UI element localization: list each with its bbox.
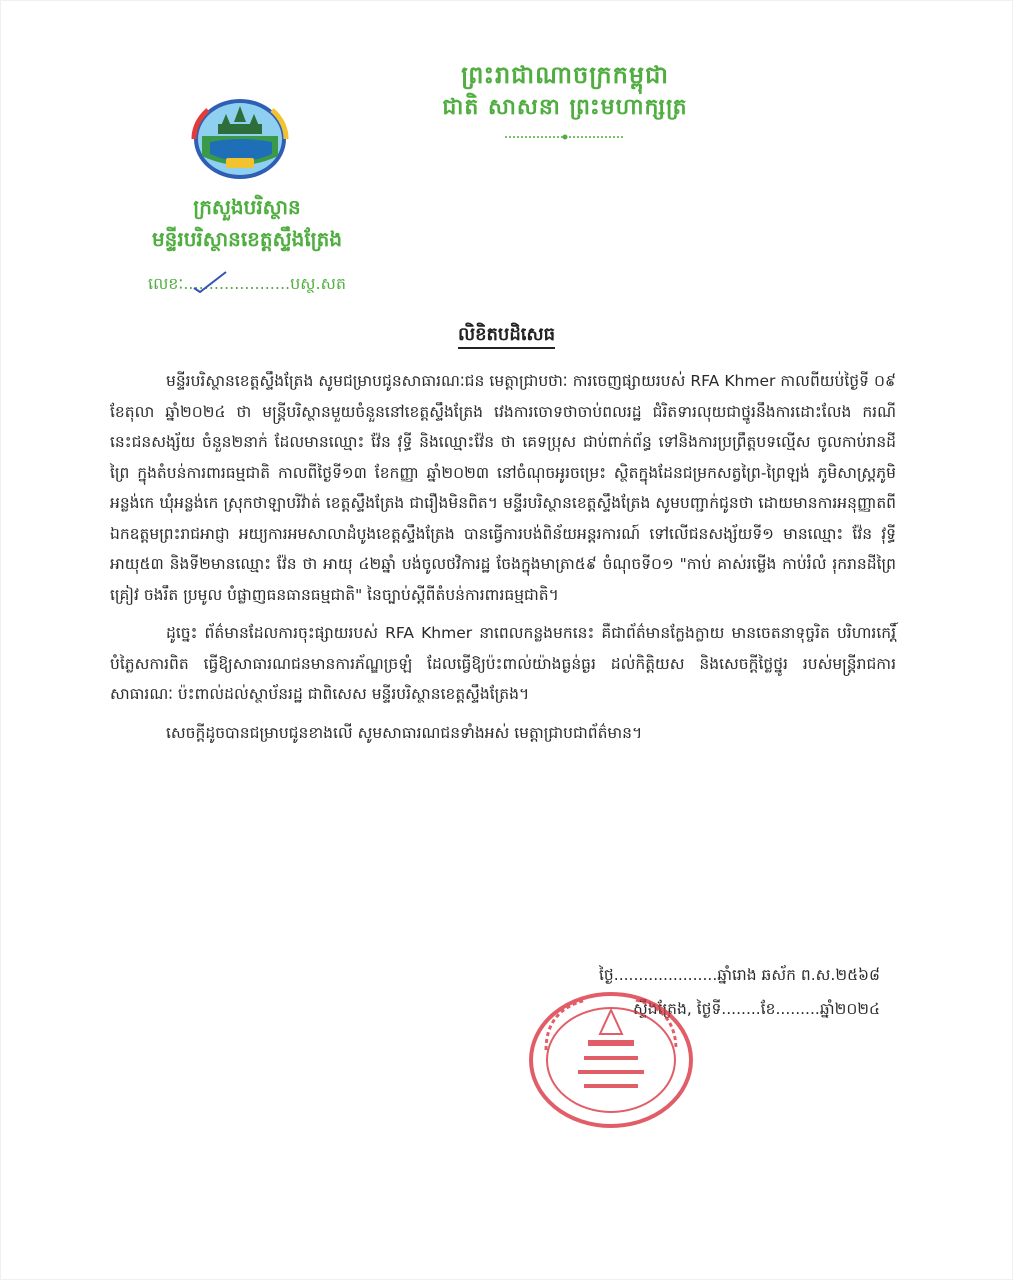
department-name: មន្ទីរបរិស្ថានខេត្តស្ទឹងត្រែង [151,227,343,251]
ministry-logo-icon [188,96,292,182]
ornament-divider-icon [505,134,625,140]
document-title-text: លិខិតបដិសេធ [458,324,555,349]
lunar-date: ថ្ងៃ.....................ឆ្នាំរោង ឆស័ក ព.ស.២៥៦៨ [599,966,880,984]
handwritten-tick-icon [190,270,230,294]
kingdom-motto: ជាតិ សាសនា ព្រះមហាក្សត្រ [442,95,688,120]
ministry-header [112,192,382,256]
body-paragraph: មន្ទីរបរិស្ថានខេត្តស្ទឹងត្រែង សូមជម្រាបជូនសាធារណៈជន មេត្តាជ្រាបថាៈ ការចេញផ្សាយរបស់ RFA Khmer កាលពីយប់ថ្ងៃទី ០៩ ខែតុលា ឆ្នាំ២០២៤ ថា មន្ត្រីបរិស្ថានមួយចំនួននៅខេត្តស្ទឹងត្រែង វេងការចោទថាចាប់ពលរដ្ឋ ជំរិតទារលុយជាថ្នូរនឹងការដោះលែង ករណីនេះជនសង្ស័យ ចំនួន២នាក់ ដែលមានឈ្មោះ វ៉ែន វុទ្ធី និងឈ្មោះវ៉ែន ថា គេទប្រុស ជាប់ពាក់ព័ន្ធ ទៅនិងការប្រព្រឹត្តបទល្មើស ចូលកាប់រានដីព្រៃ ក្នុងតំបន់ការពារធម្មជាតិ កាលពីថ្ងៃទី១៣ ខែកញ្ញា ឆ្នាំ២០២៣ នៅចំណុចអូរចម្រេះ ស្ថិតក្នុងដែនជម្រកសត្វព្រៃ-ព្រៃឡង់ ភូមិសាស្ត្រភូមិអន្លង់កេ ឃុំអន្លង់កេ ស្រុកថាឡាបរិវ៉ាត់ ខេត្តស្ទឹងត្រែង ជារឿងមិនពិត។ មន្ទីរបរិស្ថានខេត្តស្ទឹងត្រែង សូមបញ្ជាក់ជូនថា ដោយមានការអនុញ្ញាតពី ឯកឧត្តមព្រះរាជអាជ្ញា អយ្យការអមសាលាដំបូងខេត្តស្ទឹងត្រែង បានធ្វើការបង់ពិន័យអន្តរការណ៍ ទៅលើជនសង្ស័យទី១ មានឈ្មោះ វ៉ែន វុទ្ធី អាយុ៥៣ និងទី២មានឈ្មោះ វ៉ែន ថា អាយុ ៤២ឆ្នាំ បង់ចូលថវិការដ្ឋ ចែងក្នុងមាត្រា៥៩ ចំណុចទី០១ "កាប់ គាស់រម្លើង កាប់រំលំ រុករានដីព្រៃ គ្រៀវ ចងរឹត ប្រមូល បំផ្លាញធនធានធម្មជាតិ" នៃច្បាប់ស្តីពីតំបន់ការពារធម្មជាតិ។ [110,372,896,604]
kingdom-title: ព្រះរាជាណាចក្រកម្ពុជា [461,61,669,89]
kingdom-header [330,58,800,144]
official-seal-stamp-icon [526,990,696,1130]
solar-date: ស្ទឹងត្រែង, ថ្ងៃទី........ខែ.........ឆ្នាំ២០២៤ [633,1000,880,1018]
document-body [110,366,896,756]
reference-number: លេខៈ.....................បស្ថ.សត [147,274,347,293]
document-title [0,322,1013,349]
body-paragraph: ដូច្នេះ ព័ត៌មានដែលការចុះផ្សាយរបស់ RFA Khmer នាពេលកន្លងមកនេះ គឺជាព័ត៌មានក្លែងក្លាយ មានចេតនាទុច្ចរិត បរិហារកេរ្តិ៍ បំភ្លៃសការពិត ធ្វើឱ្យសាធារណជនមានការភ័ណ្ឌច្រឡំ ដែលធ្វើឱ្យប៉ះពាល់យ៉ាងធ្ងន់ធ្ងរ ដល់កិត្តិយស និងសេចក្តីថ្លៃថ្នូរ របស់មន្ត្រីរាជការសាធារណៈ ប៉ះពាល់ដល់ស្ថាប័នរដ្ឋ ជាពិសេស មន្ទីរបរិស្ថានខេត្តស្ទឹងត្រែង។ [110,624,896,703]
body-paragraph: សេចក្តីដូចបានជម្រាបជូនខាងលើ សូមសាធារណជនទាំងអស់ មេត្តាជ្រាបជាព័ត៌មាន។ [166,723,643,742]
ministry-name: ក្រសួងបរិស្ថាន [193,195,301,219]
